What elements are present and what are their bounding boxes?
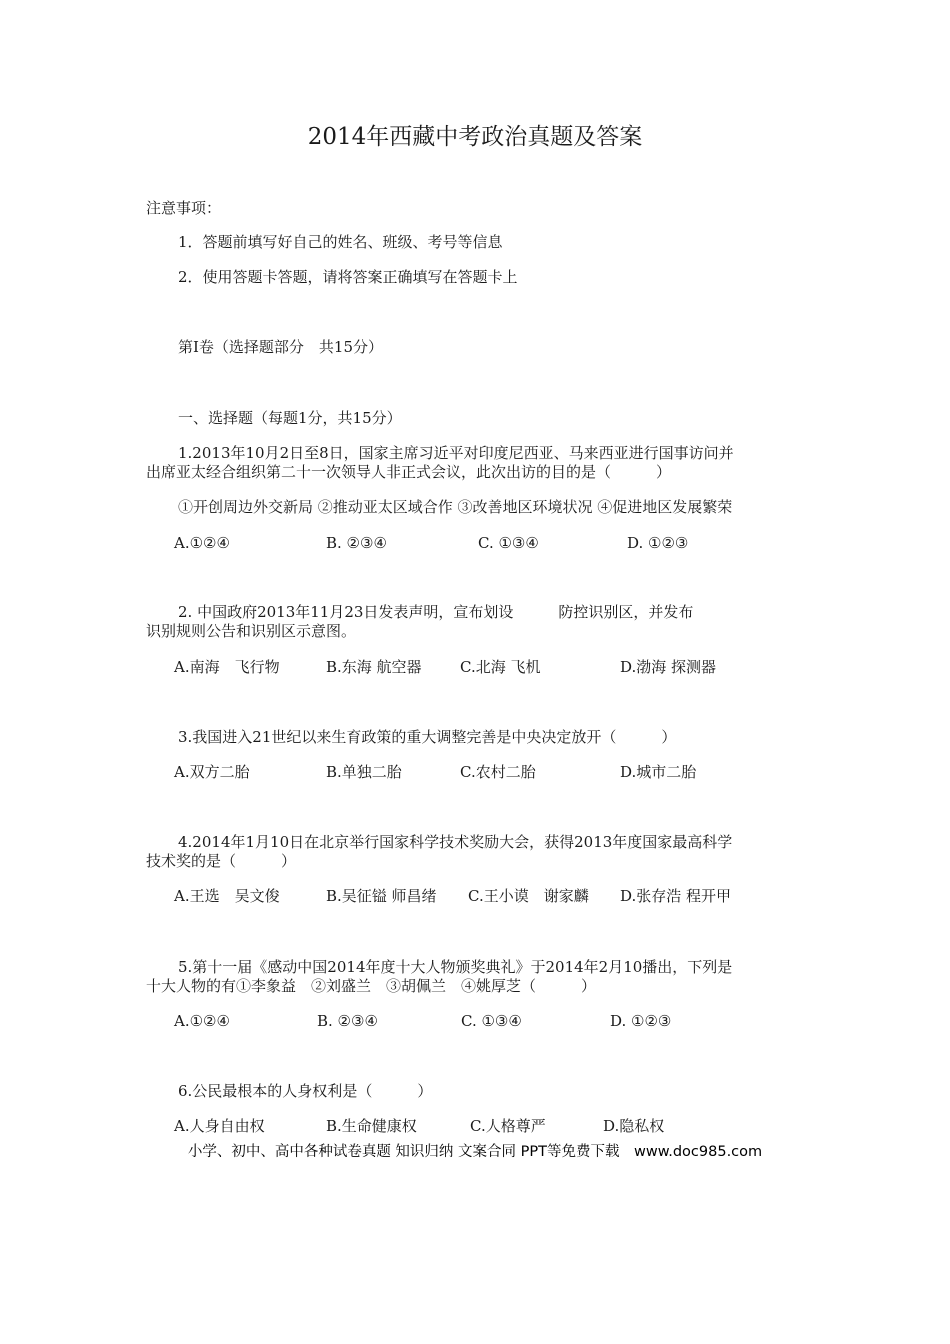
answer-option: A.人身自由权 — [174, 1117, 265, 1135]
answer-option: B. ②③④ — [326, 534, 387, 552]
question-text: 5.第十一届《感动中国2014年度十大人物颁奖典礼》于2014年2月10播出，下列是 — [178, 958, 733, 976]
question-text: 技术奖的是（ ） — [146, 852, 297, 870]
answer-option: D.城市二胎 — [620, 763, 697, 781]
answer-option: D.隐私权 — [603, 1117, 665, 1135]
answer-option: D.张存浩 程开甲 — [620, 887, 732, 905]
answer-option: B.单独二胎 — [326, 763, 402, 781]
question-text: 出席亚太经合组织第二十一次领导人非正式会议，此次出访的目的是（ ） — [146, 463, 672, 481]
answer-option: A.①②④ — [174, 534, 230, 552]
question-text: 1.2013年10月2日至8日，国家主席习近平对印度尼西亚、马来西亚进行国事访问并 — [178, 444, 734, 462]
answer-option: B.生命健康权 — [326, 1117, 417, 1135]
answer-option: C. ①③④ — [461, 1012, 522, 1030]
answer-option: B.东海 航空器 — [326, 658, 422, 676]
answer-option: D. ①②③ — [627, 534, 689, 552]
answer-option: C.农村二胎 — [460, 763, 536, 781]
answer-option: C.北海 飞机 — [460, 658, 541, 676]
answer-option: B.吴征镒 师昌绪 — [326, 887, 437, 905]
answer-option: D.渤海 探测器 — [620, 658, 717, 676]
notice-item: 1．答题前填写好自己的姓名、班级、考号等信息 — [178, 233, 503, 251]
answer-option: A.双方二胎 — [174, 763, 250, 781]
question-text: 4.2014年1月10日在北京举行国家科学技术奖励大会，获得2013年度国家最高科学 — [178, 833, 733, 851]
question-text: 6.公民最根本的人身权利是（ ） — [178, 1082, 433, 1100]
document-title: 2014年西藏中考政治真题及答案 — [307, 124, 643, 150]
notice-item: 2．使用答题卡答题，请将答案正确填写在答题卡上 — [178, 268, 518, 286]
answer-option: C.王小谟 谢家麟 — [468, 887, 589, 905]
answer-option: B. ②③④ — [317, 1012, 378, 1030]
notice-heading: 注意事项： — [146, 199, 222, 217]
answer-option: D. ①②③ — [610, 1012, 672, 1030]
question-text: 十大人物的有①李象益 ②刘盛兰 ③胡佩兰 ④姚厚芝（ ） — [146, 977, 597, 995]
section-heading: 一、选择题（每题1分，共15分） — [178, 409, 402, 427]
answer-option: A.王选 吴文俊 — [174, 887, 280, 905]
answer-option: A.①②④ — [174, 1012, 230, 1030]
part-heading: 第Ⅰ卷（选择题部分 共15分） — [178, 338, 384, 356]
answer-option: C.人格尊严 — [470, 1117, 546, 1135]
question-text: 3.我国进入21世纪以来生育政策的重大调整完善是中央决定放开（ ） — [178, 728, 677, 746]
answer-option: C. ①③④ — [478, 534, 539, 552]
question-text: 识别规则公告和识别区示意图。 — [146, 622, 357, 640]
question-statements: ①开创周边外交新局 ②推动亚太区域合作 ③改善地区环境状况 ④促进地区发展繁荣 — [178, 498, 733, 516]
footer-ad: 小学、初中、高中各种试卷真题 知识归纳 文案合同 PPT等免费下载 www.doc985.com — [187, 1144, 763, 1160]
question-text: 2. 中国政府2013年11月23日发表声明，宣布划设 防控识别区，并发布 — [178, 603, 694, 621]
answer-option: A.南海 飞行物 — [174, 658, 280, 676]
